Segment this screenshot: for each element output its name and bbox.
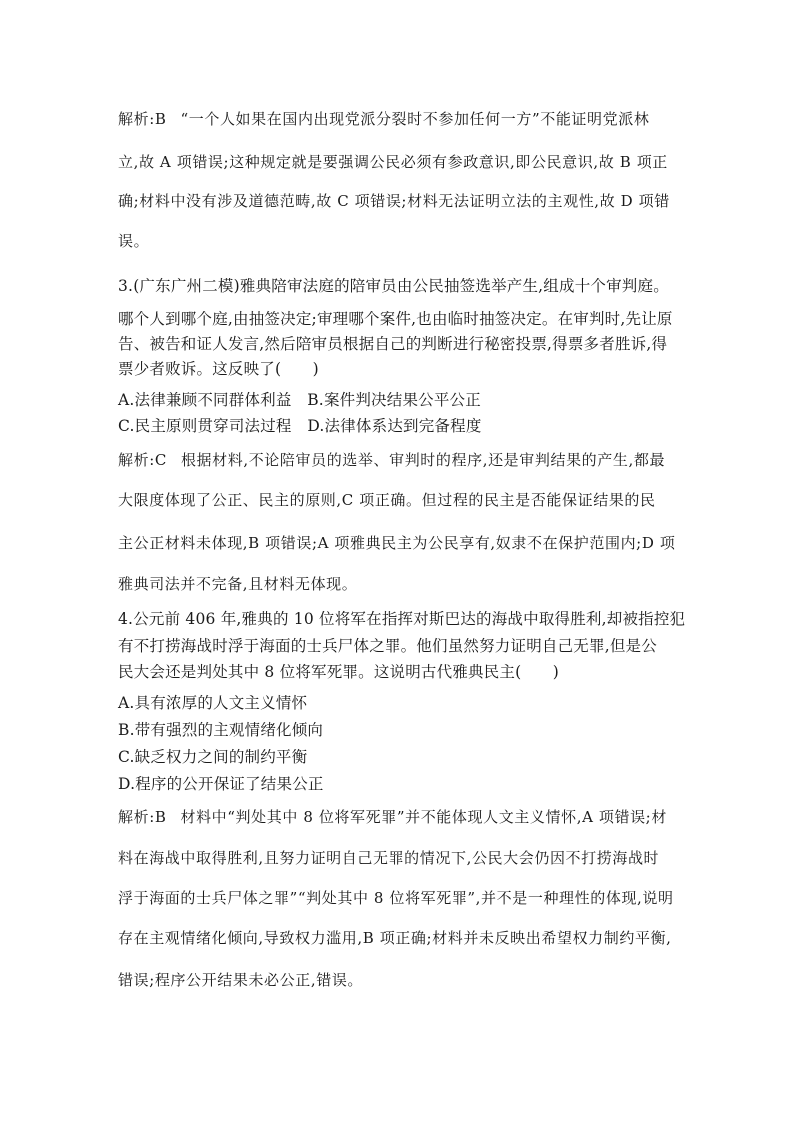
analysis-line: 错误;程序公开结果未必公正,错误。	[118, 971, 364, 989]
question-option: B.带有强烈的主观情绪化倾向	[118, 721, 324, 739]
question-stem-line: 有不打捞海战时浮于海面的士兵尸体之罪。他们虽然努力证明自己无罪,但是公	[118, 637, 657, 655]
analysis-line: 解析:B “一个人如果在国内出现党派分裂时不参加任何一方”不能证明党派林	[118, 110, 650, 128]
analysis-line: 确;材料中没有涉及道德范畴,故 C 项错误;材料无法证明立法的主观性,故 D 项错	[118, 192, 670, 210]
analysis-line: 浮于海面的士兵尸体之罪”“判处其中 8 位将军死罪”,并不是一种理性的体现,说明	[118, 889, 674, 907]
question-option: A.具有浓厚的人文主义情怀	[118, 694, 308, 712]
analysis-line: 解析:C 根据材料,不论陪审员的选举、审判时的程序,还是审判结果的产生,都最	[118, 451, 666, 469]
question-stem-line: 3.(广东广州二模)雅典陪审法庭的陪审员由公民抽签选举产生,组成十个审判庭。	[118, 277, 669, 295]
analysis-line: 解析:B 材料中“判处其中 8 位将军死罪”并不能体现人文主义情怀,A 项错误;材	[118, 808, 667, 826]
analysis-label: 解析:B	[118, 110, 167, 128]
analysis-label: 解析:C	[118, 451, 167, 469]
analysis-line: 雅典司法并不完备,且材料无体现。	[118, 575, 358, 593]
analysis-line: 大限度体现了公正、民主的原则,C 项正确。但过程的民主是否能保证结果的民	[118, 491, 656, 509]
analysis-line: 立,故 A 项错误;这种规定就是要强调公民必须有参政意识,即公民意识,故 B 项正	[118, 153, 668, 171]
question-stem-line: 票少者败诉。这反映了( )	[118, 360, 319, 378]
question-stem-line: 告、被告和证人发言,然后陪审员根据自己的判断进行秘密投票,得票多者胜诉,得	[118, 335, 668, 353]
question-stem-line: 4.公元前 406 年,雅典的 10 位将军在指挥对斯巴达的海战中取得胜利,却被指控犯	[118, 610, 686, 628]
question-option: A.法律兼顾不同群体利益 B.案件判决结果公平公正	[118, 391, 481, 409]
question-stem-line: 民大会还是判处其中 8 位将军死罪。这说明古代雅典民主( )	[118, 663, 560, 681]
analysis-label: 解析:B	[118, 808, 167, 826]
question-stem-line: 哪个人到哪个庭,由抽签决定;审理哪个案件,也由临时抽签决定。在审判时,先让原	[118, 310, 673, 328]
question-option: D.程序的公开保证了结果公正	[118, 775, 324, 793]
analysis-line: 存在主观情绪化倾向,导致权力滥用,B 项正确;材料并未反映出希望权力制约平衡,	[118, 929, 672, 947]
analysis-line: 误。	[118, 232, 150, 250]
analysis-line: 料在海战中取得胜利,且努力证明自己无罪的情况下,公民大会仍因不打捞海战时	[118, 849, 660, 867]
question-option: C.缺乏权力之间的制约平衡	[118, 748, 308, 766]
analysis-line: 主公正材料未体现,B 项错误;A 项雅典民主为公民享有,奴隶不在保护范围内;D 项	[118, 534, 676, 552]
question-option: C.民主原则贯穿司法过程 D.法律体系达到完备程度	[118, 417, 482, 435]
